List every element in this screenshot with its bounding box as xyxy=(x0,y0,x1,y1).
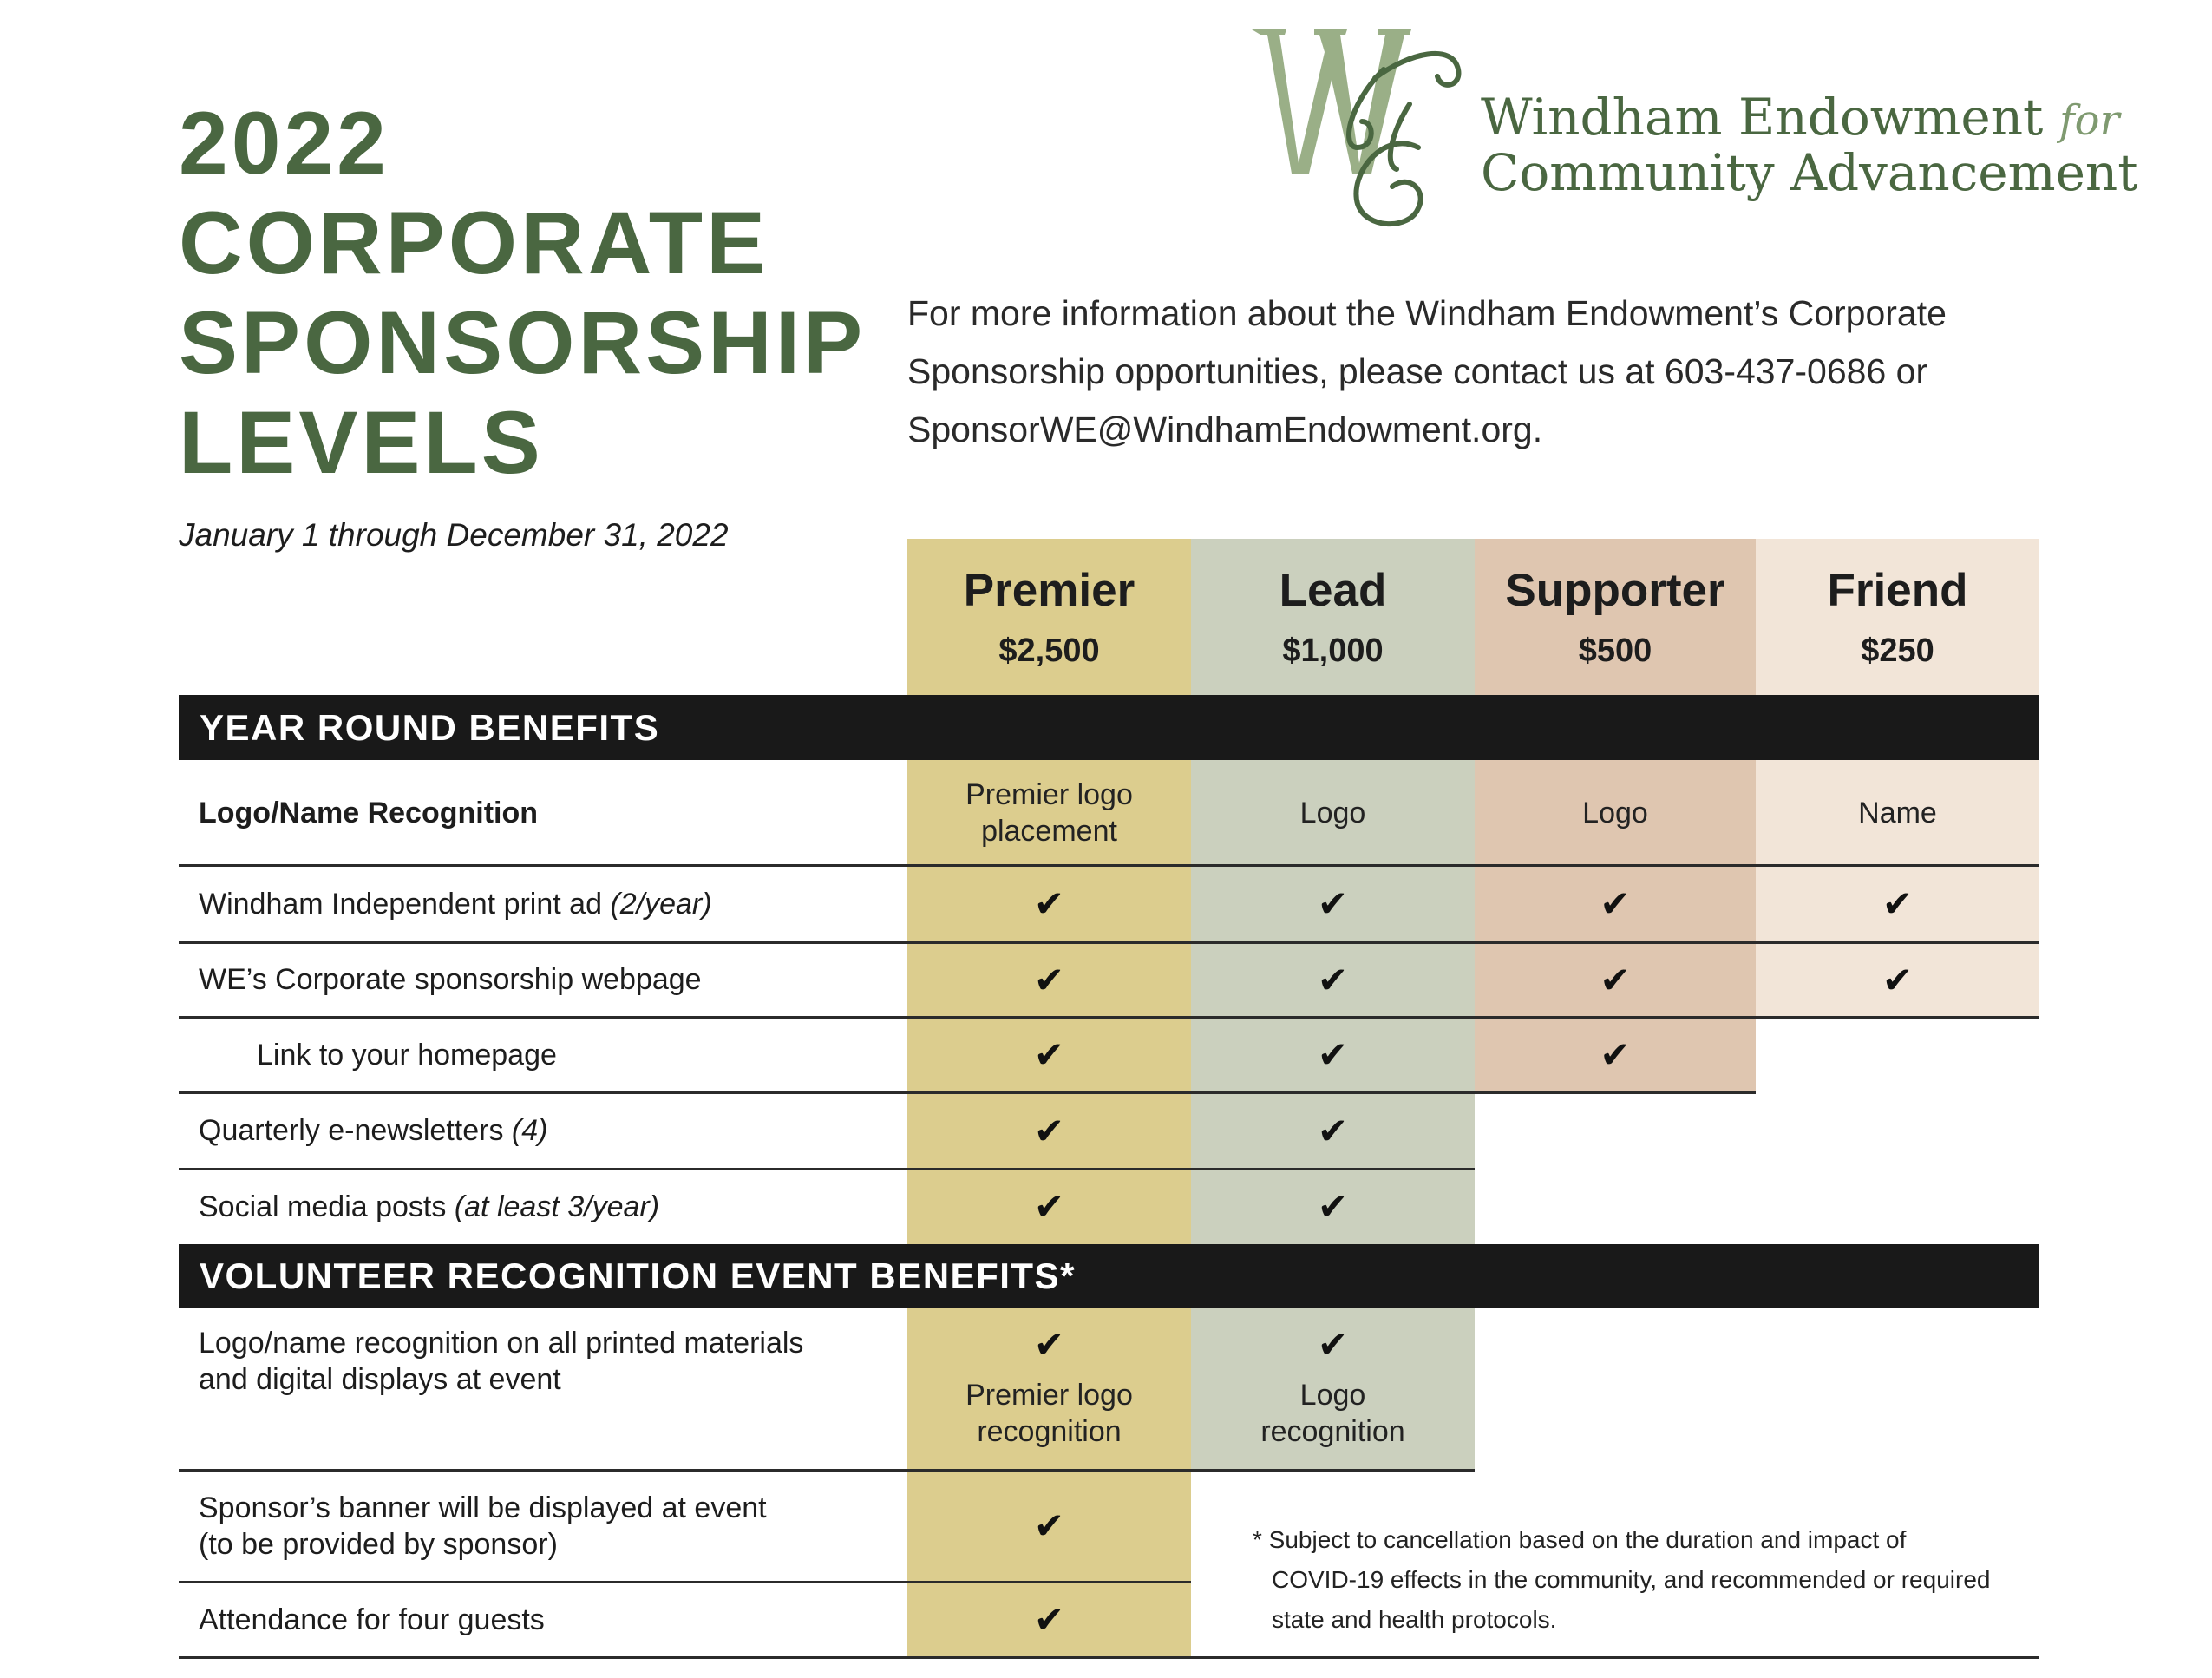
title-line-levels: LEVELS xyxy=(179,393,544,492)
row-label-sponsorship-webpage: WE’s Corporate sponsorship webpage xyxy=(199,963,702,996)
cell-friend-name: Name xyxy=(1858,796,1937,829)
logo-for: for xyxy=(2058,96,2120,145)
section-header-volunteer-event: VOLUNTEER RECOGNITION EVENT BENEFITS* xyxy=(179,1244,2039,1308)
row-label-print-ad: Windham Independent print ad (2/year) xyxy=(199,887,712,921)
check-icon: ✔ xyxy=(1033,882,1065,925)
check-icon: ✔ xyxy=(1882,958,1914,1001)
check-icon: ✔ xyxy=(1033,1033,1065,1076)
check-icon: ✔ xyxy=(1317,958,1349,1001)
check-icon: ✔ xyxy=(1600,882,1631,925)
cell-lead-logo: Logo xyxy=(1299,796,1366,829)
date-range: January 1 through December 31, 2022 xyxy=(179,517,729,553)
level-header-premier xyxy=(907,539,1191,695)
logo-wordmark xyxy=(1481,88,2138,202)
level-name: Friend xyxy=(1827,565,1968,616)
we-monogram-icon xyxy=(1245,17,1479,234)
level-header-friend xyxy=(1756,539,2039,695)
level-price: $250 xyxy=(1861,633,1934,669)
cell-premier-logo-placement: Premier logo placement xyxy=(965,777,1133,848)
cell-supporter-logo: Logo xyxy=(1582,796,1648,829)
check-icon: ✔ xyxy=(1033,1323,1065,1366)
check-icon: ✔ xyxy=(1033,1504,1065,1547)
cell-premier-event-recognition: ✔ Premier logo recognition xyxy=(965,1323,1133,1448)
level-price: $500 xyxy=(1578,633,1652,669)
section-header-year-round: YEAR ROUND BENEFITS xyxy=(179,695,2039,760)
level-name: Lead xyxy=(1279,565,1387,616)
check-icon: ✔ xyxy=(1033,1109,1065,1152)
row-label-logo-name-recognition: Logo/Name Recognition xyxy=(199,796,538,829)
logo-line-1: Windham Endowment xyxy=(1481,88,2044,147)
title-line-year: 2022 xyxy=(179,94,389,193)
cell-lead-event-recognition: ✔ Logo recognition xyxy=(1260,1323,1405,1448)
title-line-sponsorship: SPONSORSHIP xyxy=(179,293,867,392)
page-title xyxy=(179,94,866,493)
row-label-sponsor-banner: Sponsor’s banner will be displayed at event (to be provided by sponsor) xyxy=(199,1491,767,1561)
logo-line-2: Community Advancement xyxy=(1481,143,2138,202)
row-label-homepage-link: Link to your homepage xyxy=(257,1038,557,1072)
contact-info: For more information about the Windham Endowment’s Corporate Sponsorship opportunities, please contact us at 603-437-0686 or SponsorWE@WindhamEndowment.org. xyxy=(907,293,1947,449)
check-icon: ✔ xyxy=(1882,882,1914,925)
check-icon: ✔ xyxy=(1600,1033,1631,1076)
title-line-corporate: CORPORATE xyxy=(179,193,769,292)
check-icon: ✔ xyxy=(1317,1109,1349,1152)
check-icon: ✔ xyxy=(1033,1598,1065,1641)
row-label-attendance: Attendance for four guests xyxy=(199,1603,545,1636)
organization-logo xyxy=(1245,17,2138,234)
check-icon: ✔ xyxy=(1033,1185,1065,1228)
check-icon: ✔ xyxy=(1317,1185,1349,1228)
row-label-event-recognition: Logo/name recognition on all printed materials and digital displays at event xyxy=(199,1327,804,1396)
covid-footnote: * Subject to cancellation based on the duration and impact of COVID-19 effects in the community, and recommended or required state and health protocols. xyxy=(1253,1526,1991,1633)
level-name: Supporter xyxy=(1505,565,1725,616)
check-icon: ✔ xyxy=(1033,958,1065,1001)
level-header-lead xyxy=(1191,539,1475,695)
table-bottom-rule xyxy=(179,1656,2039,1659)
level-header-supporter xyxy=(1475,539,1756,695)
check-icon: ✔ xyxy=(1317,882,1349,925)
check-icon: ✔ xyxy=(1600,958,1631,1001)
level-name: Premier xyxy=(963,565,1135,616)
level-price: $1,000 xyxy=(1282,633,1384,669)
level-price: $2,500 xyxy=(998,633,1100,669)
row-label-social-media: Social media posts (at least 3/year) xyxy=(199,1190,660,1223)
check-icon: ✔ xyxy=(1317,1323,1349,1366)
row-label-e-newsletters: Quarterly e-newsletters (4) xyxy=(199,1114,548,1147)
check-icon: ✔ xyxy=(1317,1033,1349,1076)
